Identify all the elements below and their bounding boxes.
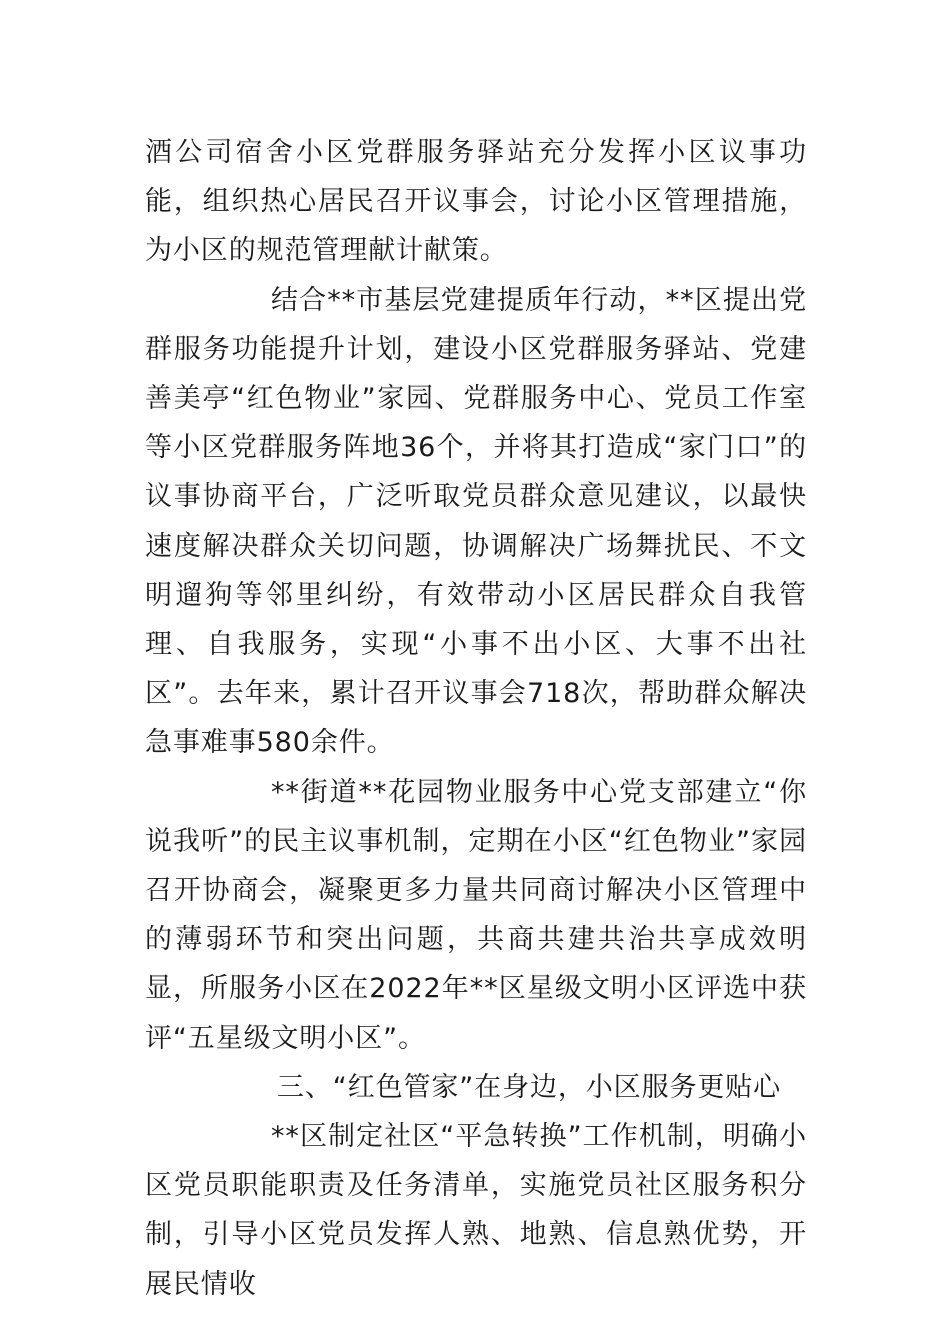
section-heading-3: 三、“红色管家”在身边，小区服务更贴心 xyxy=(277,1071,782,1103)
paragraph-grassroots-party-building: 结合**市基层党建提质年行动，**区提出党群服务功能提升计划，建设小区党群服务驿站、党建善美亭“红色物业”家园、党群服务中心、党员工作室等小区党群服务阵地36个，并将其打造成“家门口”的议事协商平台，广泛听取党员群众意见建议，以最快速度解决群众关切问题，协调解决广场舞扰民、不文明遛狗等邻里纠纷，有效带动小区居民群众自我管理、自我服务，实现“小事不出小区、大事不出社区”。去年来，累计召开议事会718次，帮助群众解决急事难事580余件。 xyxy=(145,284,807,759)
paragraph-continuation: 酒公司宿舍小区党群服务驿站充分发挥小区议事功能，组织热心居民召开议事会，讨论小区管理措施，为小区的规范管理献计献策。 xyxy=(145,137,807,267)
document-body xyxy=(145,128,807,1309)
paragraph-garden-property-service: **街道**花园物业服务中心党支部建立“你说我听”的民主议事机制，定期在小区“红色物业”家园召开协商会，凝聚更多力量共同商讨解决小区管理中的薄弱环节和突出问题，共商共建共治共享成效明显，所服务小区在2022年**区星级文明小区评选中获评“五星级文明小区”。 xyxy=(145,776,807,1054)
paragraph-emergency-mechanism: **区制定社区“平急转换”工作机制，明确小区党员职能职责及任务清单，实施党员社区服务积分制，引导小区党员发挥人熟、地熟、信息熟优势，开展民情收 xyxy=(145,1121,807,1300)
